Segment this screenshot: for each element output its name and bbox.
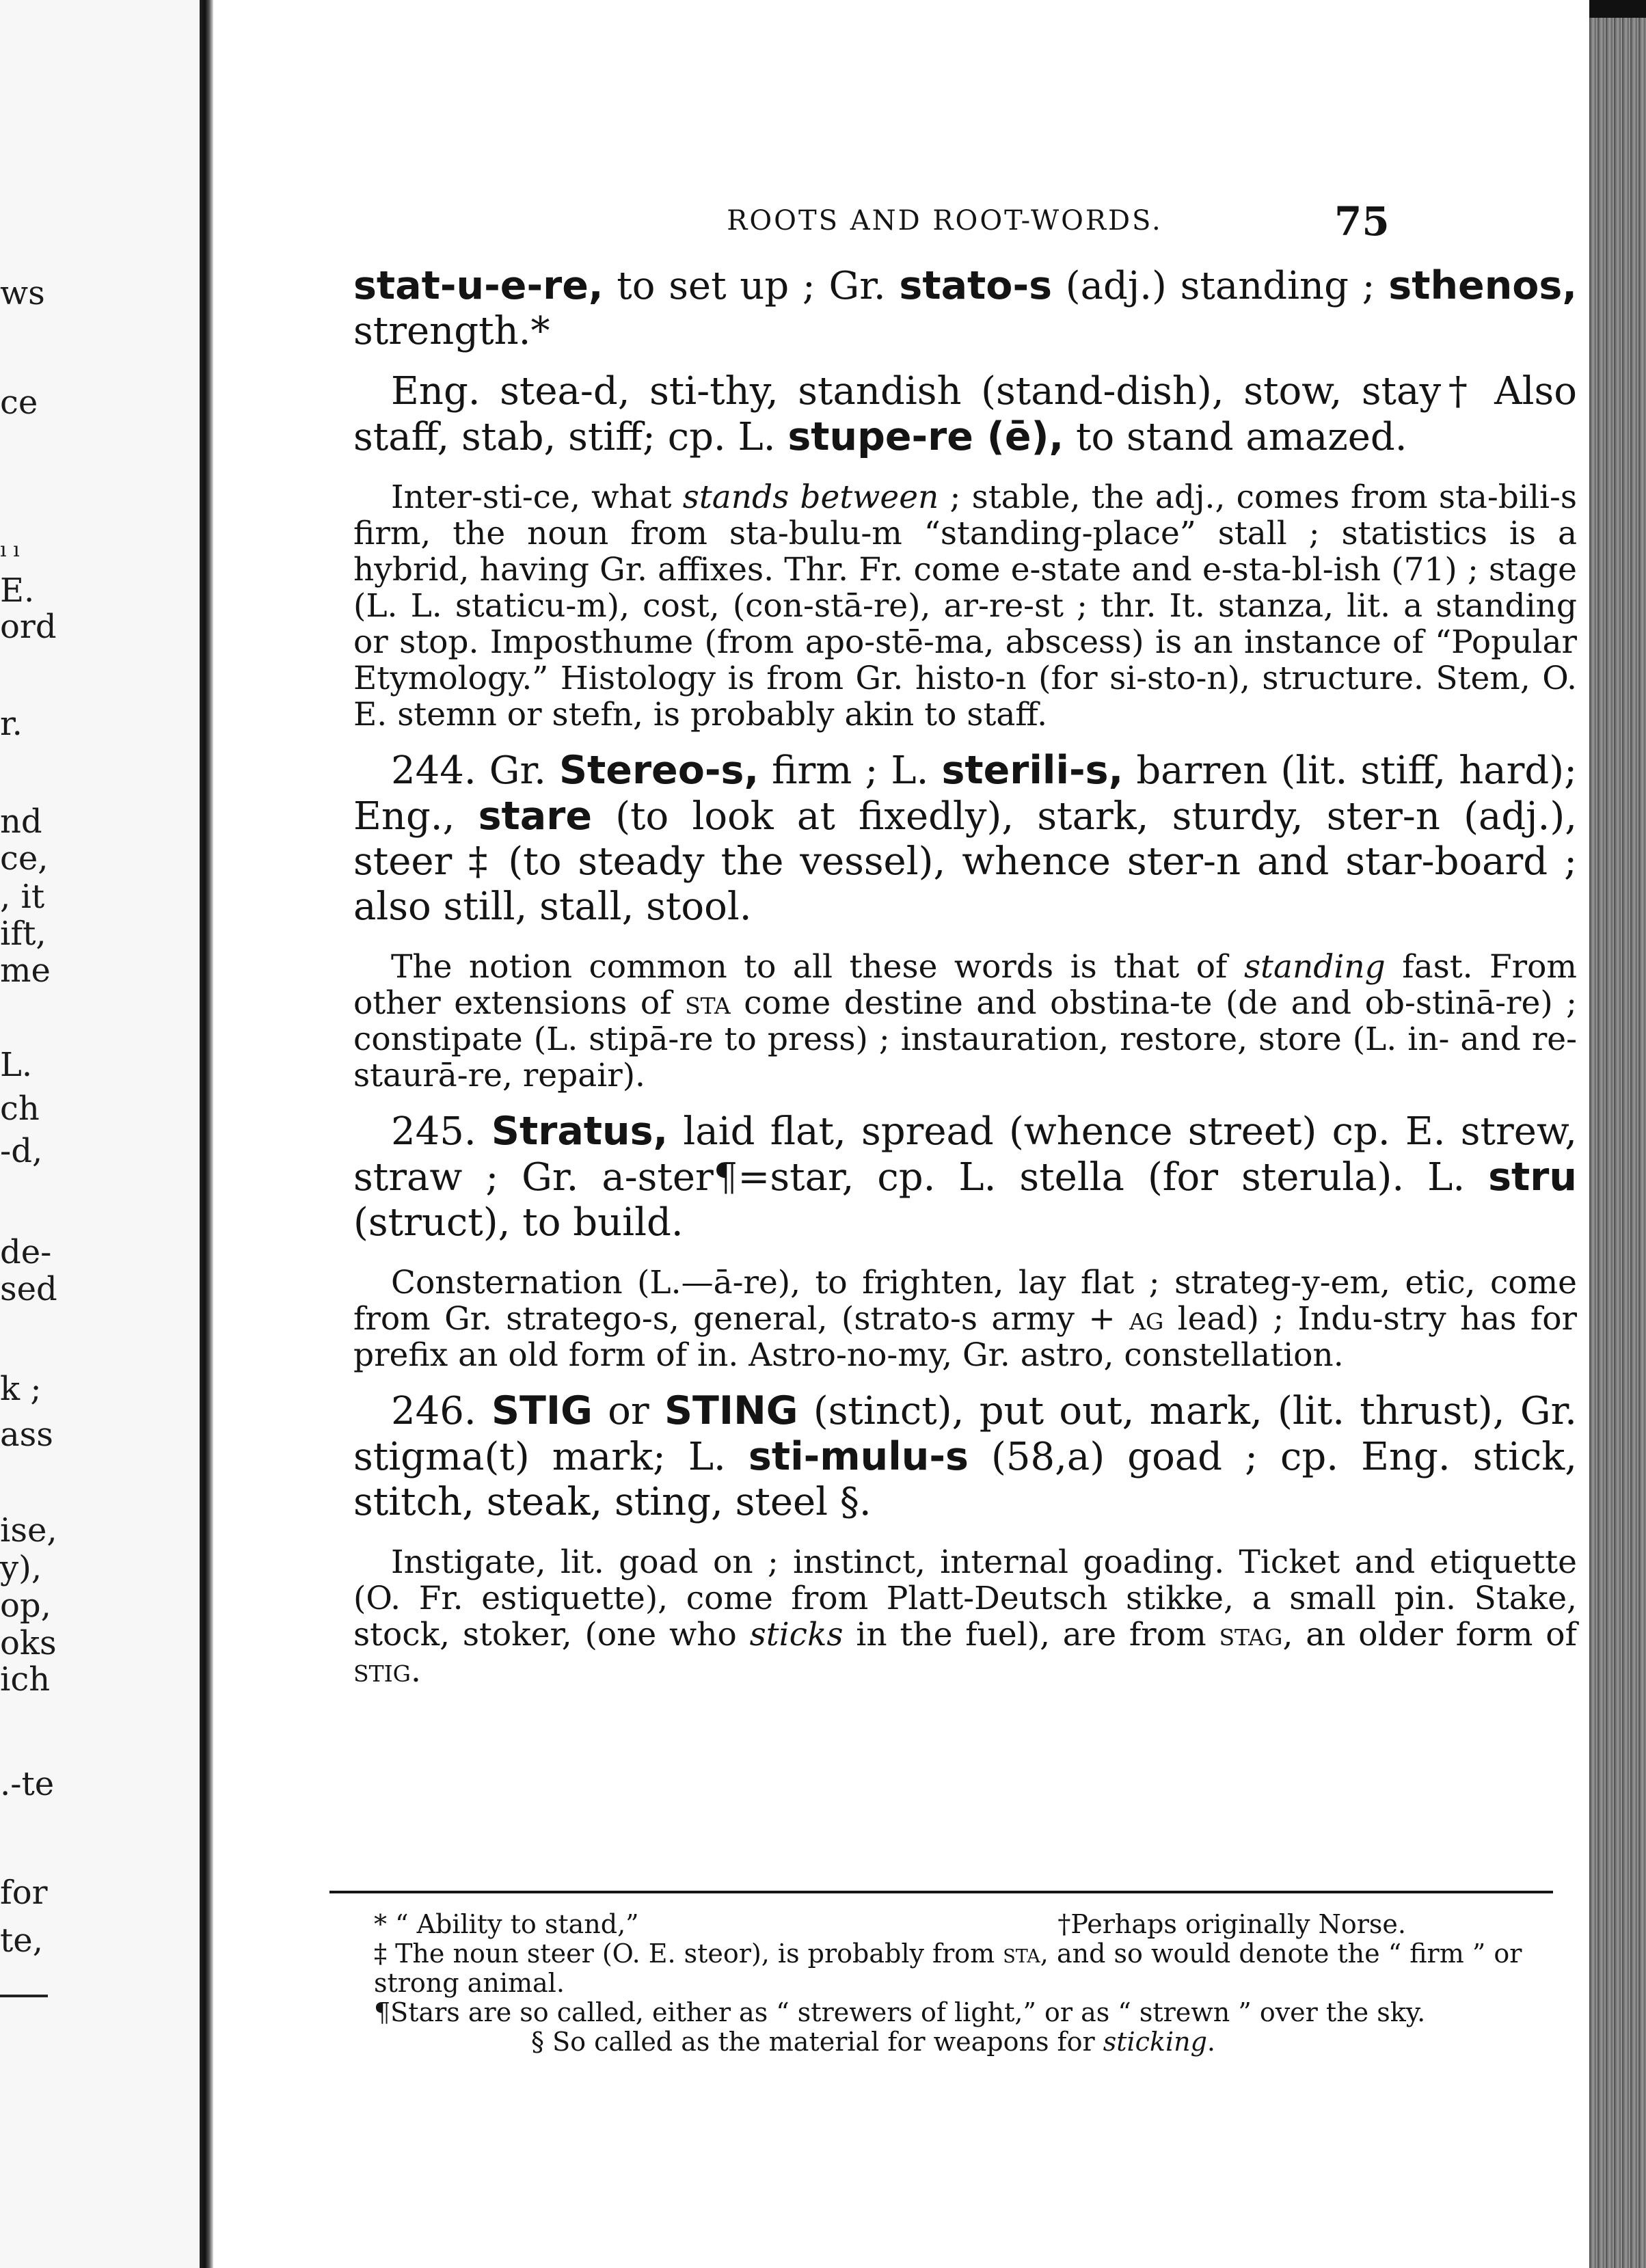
fragment-text: te, xyxy=(0,1921,43,1960)
entry-text: firm ; L. xyxy=(759,748,942,793)
footnote-rule xyxy=(329,1891,1553,1893)
headword: sterili-s, xyxy=(941,748,1124,793)
footnote-text: § So called as the material for weapons for xyxy=(531,2027,1103,2057)
headword: sthenos, xyxy=(1388,263,1578,308)
footnote-row xyxy=(353,1910,1577,1939)
note-text: fast. From other extensions of xyxy=(353,948,1577,1022)
italic-text: sticks xyxy=(749,1616,844,1653)
entry-243-continuation xyxy=(353,263,1577,354)
fragment-text: ce xyxy=(0,383,38,422)
entry-text: (struct), to build. xyxy=(353,1200,684,1245)
note-text: Inter-sti-ce, what xyxy=(391,478,683,516)
headword: stat-u-e-re, xyxy=(353,263,604,308)
entry-text: laid flat, spread (whence street) cp. E. strew, straw ; Gr. a-ster¶=star, cp. L. stella (for sterula). L. xyxy=(353,1109,1577,1200)
entry-245 xyxy=(353,1109,1577,1245)
fragment-text: ws xyxy=(0,274,45,312)
fragment-text: de- xyxy=(0,1233,52,1271)
entry-text: strength.* xyxy=(353,309,550,353)
note-text: lead) ; Indu-stry has for prefix an old form of in. Astro-no-my, Gr. astro, constellation. xyxy=(353,1300,1577,1374)
headword: stato-s xyxy=(899,263,1053,308)
fragment-text: ise, xyxy=(0,1511,57,1550)
fragment-text: -d, xyxy=(0,1132,43,1170)
entry-text: (adj.) standing ; xyxy=(1052,264,1375,308)
fragment-text: ch xyxy=(0,1090,40,1128)
note-text: in the fuel), are from xyxy=(843,1616,1219,1653)
headword: Stereo-s, xyxy=(558,748,759,793)
entry-text: 244. Gr. xyxy=(391,748,559,793)
book-gutter xyxy=(200,0,213,2268)
page-stack-top xyxy=(1589,0,1646,18)
fragment-text: ass xyxy=(0,1416,53,1454)
fragment-text: L. xyxy=(0,1046,33,1084)
small-caps-text: sta xyxy=(1003,1939,1040,1969)
note-text: , an older form of xyxy=(1282,1616,1577,1653)
italic-text: sticking xyxy=(1103,2027,1207,2057)
small-caps-text: stig xyxy=(353,1652,412,1690)
fragment-text: ord xyxy=(0,608,57,646)
page-number: 75 xyxy=(1334,198,1390,245)
note-text: The notion common to all these words is that of xyxy=(391,948,1244,986)
fragment-text: , it xyxy=(0,878,45,916)
running-head: ROOTS AND ROOT-WORDS. xyxy=(727,205,1163,237)
footnote xyxy=(353,1939,1577,1998)
note-text: . xyxy=(411,1652,421,1690)
headword: stupe-re (ē), xyxy=(787,414,1064,459)
headword: stare xyxy=(478,794,593,839)
italic-text: standing xyxy=(1243,948,1386,986)
entry-text: 246. xyxy=(391,1389,491,1433)
headword: sti-mulu-s xyxy=(748,1434,969,1479)
fragment-text: .-te xyxy=(0,1765,55,1803)
fragment-text: ı ı xyxy=(0,538,20,562)
footnote-text: , and so would denote the “ firm ” or strong animal. xyxy=(374,1939,1522,1998)
previous-page-edge xyxy=(0,0,201,2268)
fragment-text: me xyxy=(0,951,51,990)
entry-text: (stinct), put out, mark, (lit. thrust), Gr. stigma(t) mark; L. xyxy=(353,1389,1577,1479)
note-text: ; stable, the adj., comes from sta-bili-s firm, the noun from sta-bulu-m “standing-place” stall ; statistics is a hybrid, having Gr. affixes. Thr. Fr. come e-state and e-sta-bl-ish (71) ; stage (L. L. staticu-m), cost, (con-stā-re), ar-re-st ; thr. It. stanza, lit. a standing or stop. Imposthume (from apo-stē-ma, abscess) is an instance of “Popular Etymology.” Histology is from Gr. histo-n (for si-sto-n), structure. Stem, O. E. stemn or stefn, is probably akin to staff. xyxy=(353,478,1577,733)
small-caps-text: sta xyxy=(685,984,731,1022)
headword: Stratus, xyxy=(491,1109,669,1154)
small-caps-text: stag xyxy=(1219,1616,1283,1653)
entry-text: to set up ; Gr. xyxy=(603,264,900,308)
footnote: ¶Stars are so called, either as “ strewers of light,” or as “ strewn ” over the sky. xyxy=(374,1997,1426,2027)
fragment-text: y), xyxy=(0,1549,42,1587)
italic-text: stands between xyxy=(682,478,939,516)
footnote: †Perhaps originally Norse. xyxy=(1057,1909,1406,1939)
fragment-rule xyxy=(0,1995,48,1997)
fragment-text: ce, xyxy=(0,839,49,878)
footnotes xyxy=(353,1910,1577,2057)
footnote xyxy=(353,2027,1577,2057)
text-block xyxy=(353,263,1577,1704)
entry-text: or xyxy=(592,1389,664,1433)
fragment-text: ift, xyxy=(0,915,46,953)
entry-text: (58,a) goad ; cp. Eng. stick, stitch, steak, sting, steel §. xyxy=(353,1435,1577,1524)
headword: STIG xyxy=(491,1388,593,1433)
entry-text: (to look at fixedly), stark, sturdy, ster-n (adj.), steer ‡ (to steady the vessel), whence ster-n and star-board ; also still, stall, stool. xyxy=(353,794,1577,929)
note-text: Instigate, lit. goad on ; instinct, internal goading. Ticket and etiquette (O. Fr. estiquette), come from Platt-Deutsch stikke, a small pin. Stake, stock, stoker, (one who xyxy=(353,1543,1577,1653)
fragment-text: for xyxy=(0,1874,48,1912)
fragment-text: oks xyxy=(0,1624,57,1662)
notes-245 xyxy=(353,1265,1577,1373)
entry-text: 245. xyxy=(391,1109,491,1154)
fragment-text: r. xyxy=(0,705,23,743)
entry-243-english xyxy=(353,369,1577,460)
fragment-text: nd xyxy=(0,802,42,841)
page-stack-edge xyxy=(1589,0,1646,2268)
entry-text: barren (lit. stiff, hard); Eng., xyxy=(353,748,1577,839)
note-text: come destine and obstina-te (de and ob-stinā-re) ; constipate (L. stipā-re to press) ; instauration, restore, store (L. in- and re-staurā-re, repair). xyxy=(353,984,1577,1094)
fragment-text: op, xyxy=(0,1587,51,1625)
footnote: * “ Ability to stand,” xyxy=(374,1909,639,1939)
notes-244 xyxy=(353,949,1577,1094)
entry-244 xyxy=(353,748,1577,930)
headword: stru xyxy=(1488,1155,1577,1200)
book-page xyxy=(213,0,1589,2268)
fragment-text: sed xyxy=(0,1270,57,1308)
entry-text: Eng. stea-d, sti-thy, standish (stand-dish), stow, stay† Also staff, stab, stiff; cp. L. xyxy=(353,369,1577,459)
notes-246 xyxy=(353,1544,1577,1689)
footnote-text: . xyxy=(1206,2027,1215,2057)
note-text: Consternation (L.—ā-re), to frighten, lay flat ; strateg-y-em, etic, come from Gr. stratego-s, general, (strato-s army + xyxy=(353,1264,1577,1338)
headword: STING xyxy=(664,1388,798,1433)
footnote-text: ‡ The noun steer (O. E. steor), is probably from xyxy=(374,1939,1003,1969)
entry-text: to stand amazed. xyxy=(1064,415,1407,459)
notes-243 xyxy=(353,479,1577,733)
fragment-text: k ; xyxy=(0,1370,42,1408)
small-caps-text: ag xyxy=(1129,1300,1164,1338)
entry-246 xyxy=(353,1388,1577,1525)
fragment-text: ich xyxy=(0,1660,51,1699)
fragment-text: E. xyxy=(0,571,35,610)
